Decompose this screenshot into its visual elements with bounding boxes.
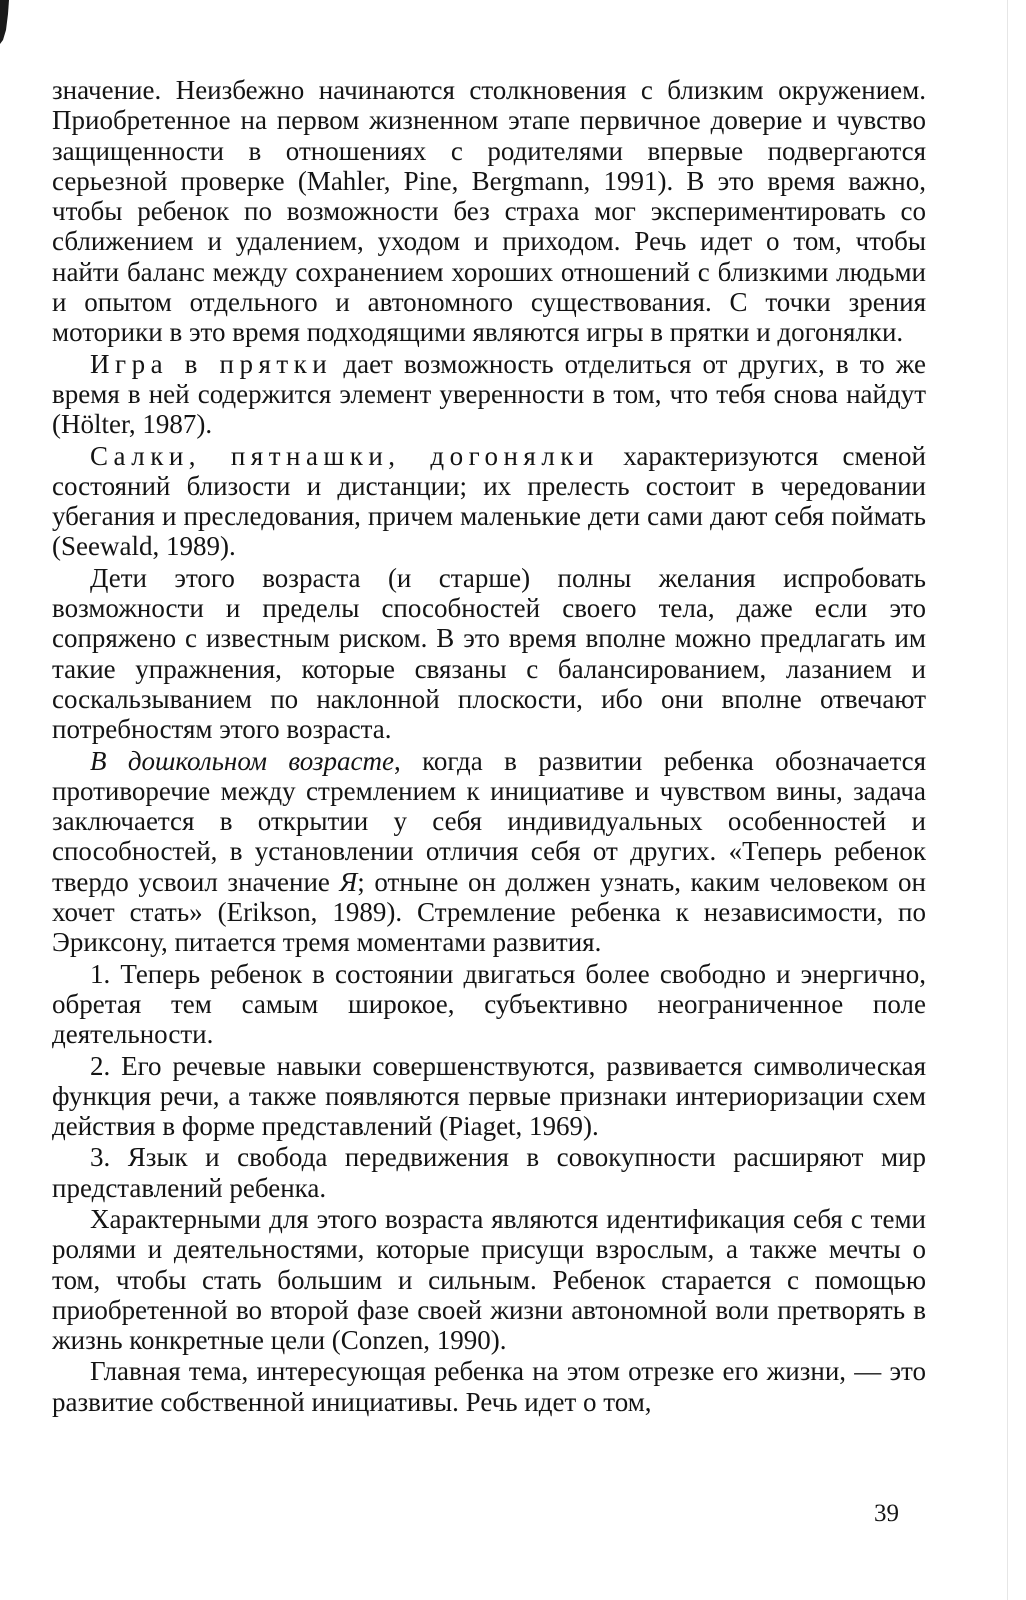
term-tag-games: Салки, пятнашки, догонялки <box>90 440 599 471</box>
paragraph-continuation: значение. Неизбежно начинаются столкновения с близким окружением. Приобретенное на первом жизненном этапе первичное доверие и чувство защищенности в отношениях с родителями впервые подвергаются серьезной проверке (Mahler, Pine, Bergmann, 1991). В это время важно, чтобы ребенок по возможности без страха мог экспериментировать со сближением и удалением, уходом и приходом. Речь идет о том, чтобы найти баланс между сохранением хороших отношений с близкими людьми и опытом отдельного и автономного существования. С точки зрения моторики в это время подходящими являются игры в прятки и догонялки. <box>52 75 926 348</box>
scan-edge-line <box>1007 0 1008 1600</box>
list-item-1: 1. Теперь ребенок в состоянии двигаться более свободно и энергично, обретая тем самым широкое, субъективно неограниченное поле деятельности. <box>52 958 926 1050</box>
paragraph-identification: Характерными для этого возраста являются идентификация себя с теми ролями и деятельностями, которые присущи взрослым, а также мечты о том, чтобы стать большим и сильным. Ребенок старается с помощью приобретенной во второй фазе своей жизни автономной воли претворять в жизнь конкретные цели (Conzen, 1990). <box>52 1203 926 1356</box>
list-item-3: 3. Язык и свобода передвижения в совокупности расширяют мир представлений ребенка. <box>52 1142 926 1203</box>
term-hide-and-seek: Игра в прятки <box>90 348 333 379</box>
paragraph-preschool-age: В дошкольном возрасте, когда в развитии ребенка обозначается противоречие между стремлением к инициативе и чувством вины, задача заключается в открытии у себя индивидуальных особенностей и способностей, в установлении отличия себя от других. «Теперь ребенок твердо усвоил значение Я; отныне он должен узнать, каким человеком он хочет стать» (Erikson, 1989). Стремление ребенка к независимости, по Эриксону, питается тремя моментами развития. <box>52 745 926 958</box>
term-preschool-age: В дошкольном возрасте <box>90 745 394 776</box>
list-item-2: 2. Его речевые навыки совершенствуются, развивается символическая функция речи, а также появляются первые признаки интериоризации схем действия в форме представлений (Piaget, 1969). <box>52 1050 926 1142</box>
paragraph-hide-and-seek: Игра в прятки дает возможность отделиться от других, в то же время в ней содержится элемент уверенности в том, что тебя снова найдут (Hölter, 1987). <box>52 348 926 440</box>
paragraph-body-limits: Дети этого возраста (и старше) полны желания испробовать возможности и пределы способностей своего тела, даже если это сопряжено с известным риском. В это время вполне можно предлагать им такие упражнения, которые связаны с балансированием, лазанием и соскальзыванием по наклонной плоскости, ибо они вполне отвечают потребностям этого возраста. <box>52 562 926 745</box>
term-ya: Я <box>339 866 358 897</box>
page-number: 39 <box>874 1500 899 1527</box>
paragraph-tag-games: Салки, пятнашки, догонялки характеризуются сменой состояний близости и дистанции; их прелесть состоит в чередовании убегания и преследования, причем маленькие дети сами дают себя поймать (Seewald, 1989). <box>52 440 926 562</box>
scan-artifact <box>0 0 18 44</box>
page-body <box>52 75 926 1417</box>
paragraph-initiative: Главная тема, интересующая ребенка на этом отрезке его жизни, — это развитие собственной инициативы. Речь идет о том, <box>52 1356 926 1417</box>
